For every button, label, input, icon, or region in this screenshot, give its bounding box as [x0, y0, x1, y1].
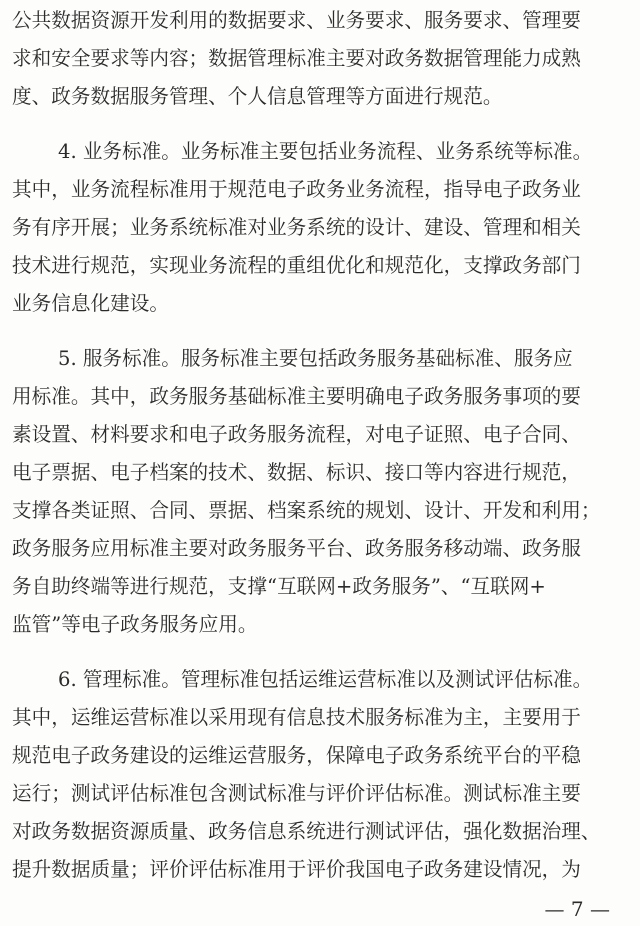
text-line — [0, 131, 640, 171]
line-text: 政务服务应用标准主要对政务服务平台、政务服务移动端、政务服 — [12, 536, 581, 560]
line-text: 监管”等电子政务服务应用。 — [12, 612, 258, 636]
line-text: 5. 服务标准。服务标准主要包括政务服务基础标准、服务应 — [58, 346, 573, 370]
text-line — [0, 207, 640, 247]
line-text: 业务信息化建设。 — [12, 291, 169, 315]
line-text: 运行；测试评估标准包含测试标准与评价评估标准。测试标准主要 — [12, 781, 581, 805]
line-text: 其中，运维运营标准以采用现有信息技术服务标准为主，主要用于 — [12, 705, 581, 729]
text-line — [0, 338, 640, 378]
text-line — [0, 773, 640, 813]
line-text: 务自助终端等进行规范，支撑“互联网+政务服务”、“互联网+ — [12, 574, 546, 598]
text-line — [0, 659, 640, 699]
text-line — [0, 452, 640, 492]
page-number: — 7 — — [544, 897, 610, 921]
line-text: 公共数据资源开发利用的数据要求、业务要求、服务要求、管理要 — [12, 8, 581, 32]
line-text: 技术进行规范，实现业务流程的重组优化和规范化，支撑政务部门 — [12, 253, 581, 277]
line-text: 支撑各类证照、合同、票据、档案系统的规划、设计、开发和利用； — [12, 498, 601, 522]
text-line — [0, 414, 640, 454]
text-line — [0, 490, 640, 530]
line-text: 规范电子政务建设的运维运营服务，保障电子政务系统平台的平稳 — [12, 743, 581, 767]
line-text: 6. 管理标准。管理标准包括运维运营标准以及测试评估标准。 — [58, 667, 593, 691]
text-line — [0, 528, 640, 568]
line-text: 其中，业务流程标准用于规范电子政务业务流程，指导电子政务业 — [12, 177, 581, 201]
text-line — [0, 283, 640, 323]
text-line — [0, 0, 640, 40]
text-line — [0, 566, 640, 606]
text-line — [0, 376, 640, 416]
text-line — [0, 697, 640, 737]
line-text: 素设置、材料要求和电子政务服务流程，对电子证照、电子合同、 — [12, 422, 581, 446]
line-text: 电子票据、电子档案的技术、数据、标识、接口等内容进行规范， — [12, 460, 581, 484]
text-line — [0, 76, 640, 116]
text-line — [0, 849, 640, 889]
line-text: 务有序开展；业务系统标准对业务系统的设计、建设、管理和相关 — [12, 215, 581, 239]
line-text: 度、政务数据服务管理、个人信息管理等方面进行规范。 — [12, 84, 503, 108]
text-line — [0, 38, 640, 78]
text-line — [0, 169, 640, 209]
line-text: 求和安全要求等内容；数据管理标准主要对政务数据管理能力成熟 — [12, 46, 581, 70]
text-line — [0, 735, 640, 775]
line-text: 提升数据质量；评价评估标准用于评价我国电子政务建设情况，为 — [12, 857, 581, 881]
text-line — [0, 811, 640, 851]
text-line — [0, 604, 640, 644]
line-text: 用标准。其中，政务服务基础标准主要明确电子政务服务事项的要 — [12, 384, 581, 408]
line-text: 对政务数据资源质量、政务信息系统进行测试评估，强化数据治理、 — [12, 819, 601, 843]
text-line — [0, 245, 640, 285]
line-text: 4. 业务标准。业务标准主要包括业务流程、业务系统等标准。 — [58, 139, 593, 163]
